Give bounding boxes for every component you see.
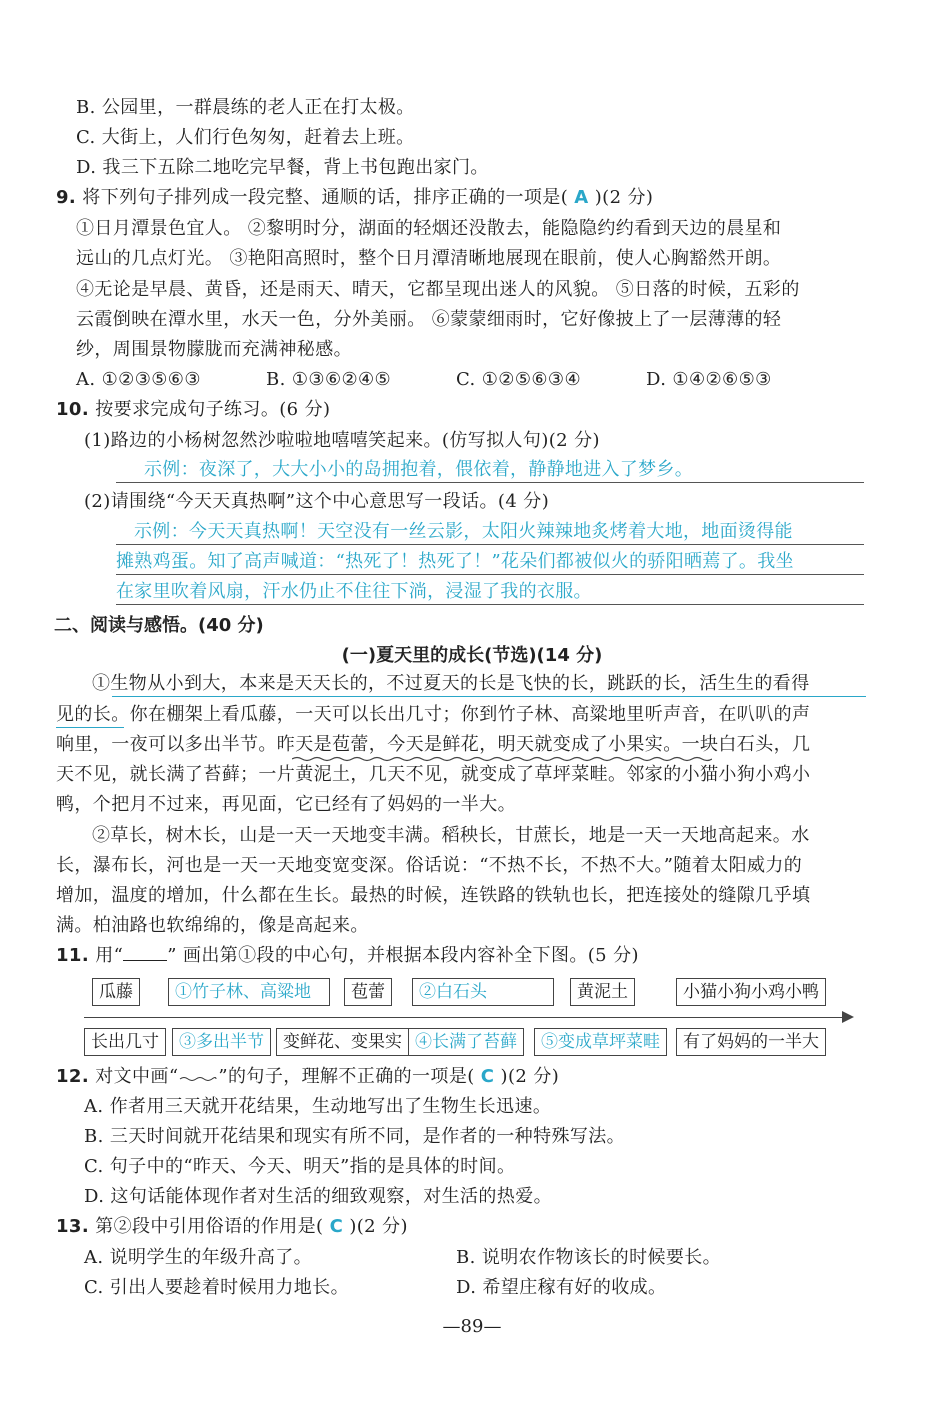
passage-para1-line: 见的长。你在棚架上看瓜藤，一天可以长出几寸；你到竹子林、高粱地里听声音，在叭叭的声 — [56, 704, 811, 725]
q10-prompt-1: (1)路边的小杨树忽然沙啦啦地嘻嘻笑起来。(仿写拟人句)(2 分) — [84, 430, 600, 451]
passage-para1-line: ①生物从小到大，本来是天天长的，不过夏天的长是飞快的长，跳跃的长，活生生的看得 — [92, 673, 810, 694]
q9-stem — [56, 185, 653, 211]
answer-line — [116, 574, 864, 575]
wavy-underline — [292, 756, 712, 762]
q13-option-b: B. 说明农作物该长的时候要长。 — [456, 1247, 722, 1268]
q9-sentence-line: 远山的几点灯光。 ③艳阳高照时，整个日月潭清晰地展现在眼前，使人心胸豁然开朗。 — [76, 248, 782, 269]
q9-sentence-line: ①日月潭景色宜人。 ②黎明时分，湖面的轻烟还没散去，能隐隐约约看到天边的晨星和 — [76, 218, 782, 239]
q10-answer-1: 示例：夜深了，大大小小的岛拥抱着，偎依着，静静地进入了梦乡。 — [144, 459, 693, 480]
diagram-bottom-box-answer: ④长满了苔藓 — [408, 1028, 524, 1056]
q13-stem-text: 第②段中引用俗语的作用是( — [95, 1216, 324, 1237]
passage-title: (一)夏天里的成长(节选)(14 分) — [341, 645, 603, 666]
passage-para2-line: ②草长，树木长，山是一天一天地变丰满。稻秧长，甘蔗长，地是一天一天地高起来。水 — [92, 825, 810, 846]
underline-blank — [123, 944, 167, 961]
q11-stem-text-rest: ” 画出第①段的中心句，并根据本段内容补全下图。(5 分) — [167, 945, 639, 966]
passage-para2-line: 增加，温度的增加，什么都在生长。最热的时候，连铁路的铁轨也长，把连接处的缝隙几乎填 — [56, 885, 811, 906]
q12-option-c: C. 句子中的“昨天、今天、明天”指的是具体的时间。 — [84, 1156, 516, 1177]
q11-stem — [56, 943, 639, 969]
q8-option-b: B. 公园里，一群晨练的老人正在打太极。 — [76, 97, 415, 118]
q10-number: 10. — [56, 399, 90, 420]
q12-number: 12. — [56, 1066, 90, 1087]
central-sentence-underline — [56, 727, 124, 728]
diagram-top-box: 瓜藤 — [92, 978, 140, 1006]
q13-number: 13. — [56, 1216, 90, 1237]
q12-option-d: D. 这句话能体现作者对生活的细致观察，对生活的热爱。 — [84, 1186, 553, 1207]
answer-line — [116, 482, 864, 483]
section-title: 二、阅读与感悟。(40 分) — [54, 615, 264, 636]
q8-option-d: D. 我三下五除二地吃完早餐，背上书包跑出家门。 — [76, 157, 489, 178]
q10-prompt-2: (2)请围绕“今天天真热啊”这个中心意思写一段话。(4 分) — [84, 491, 550, 512]
diagram-arrow-line — [84, 1017, 844, 1018]
passage-para1-line: 响里，一夜可以多出半节。昨天是苞蕾，今天是鲜花，明天就变成了小果实。一块白石头，几 — [56, 734, 811, 755]
q10-stem-text: 按要求完成句子练习。(6 分) — [95, 399, 331, 420]
q13-stem — [56, 1214, 408, 1240]
passage-para1-line: 天不见，就长满了苔藓；一片黄泥土，几天不见，就变成了草坪菜畦。邻家的小猫小狗小鸡小 — [56, 764, 811, 785]
q8-option-c: C. 大街上，人们行色匆匆，赶着去上班。 — [76, 127, 415, 148]
answer-line — [116, 544, 864, 545]
diagram-bottom-box: 长出几寸 — [84, 1028, 166, 1056]
diagram-bottom-box: 有了妈妈的一半大 — [676, 1028, 826, 1056]
q13-answer: C — [329, 1216, 344, 1237]
q11-number: 11. — [56, 945, 90, 966]
q9-option-c: C. ①②⑤⑥③④ — [456, 369, 581, 390]
q9-stem-points: )(2 分) — [594, 187, 654, 208]
q13-option-c: C. 引出人要趁着时候用力地长。 — [84, 1277, 349, 1298]
q10-stem — [56, 397, 330, 423]
q9-sentence-line: 云霞倒映在潭水里，水天一色，分外美丽。 ⑥蒙蒙细雨时，它好像披上了一层薄薄的轻 — [76, 309, 782, 330]
diagram-top-box-answer: ①竹子林、高粱地 — [168, 978, 330, 1006]
wavy-blank — [178, 1066, 218, 1082]
q12-answer: C — [480, 1066, 495, 1087]
q12-stem-text-2: ”的句子，理解不正确的一项是( — [218, 1066, 475, 1087]
q9-sentence-line: ④无论是早晨、黄昏，还是雨天、晴天，它都呈现出迷人的风貌。 ⑤日落的时候，五彩的 — [76, 279, 800, 300]
diagram-bottom-box-answer: ⑤变成草坪菜畦 — [534, 1028, 667, 1056]
page-number: —89— — [442, 1316, 502, 1337]
q9-option-a: A. ①②③⑤⑥③ — [76, 369, 201, 390]
diagram-top-box: 苞蕾 — [344, 978, 392, 1006]
passage-para2-line: 满。柏油路也软绵绵的，像是高起来。 — [56, 915, 369, 936]
q12-option-b: B. 三天时间就开花结果和现实有所不同，是作者的一种特殊写法。 — [84, 1126, 626, 1147]
answer-line — [116, 604, 864, 605]
q12-stem-text: 对文中画“ — [95, 1066, 179, 1087]
q12-stem-points: )(2 分) — [500, 1066, 560, 1087]
q10-answer-2-line: 在家里吹着风扇，汗水仍止不住往下淌，浸湿了我的衣服。 — [116, 581, 592, 602]
q9-stem-text: 将下列句子排列成一段完整、通顺的话，排序正确的一项是( — [82, 187, 569, 208]
arrow-right-icon — [842, 1011, 854, 1023]
q9-answer: A — [574, 187, 589, 208]
diagram-bottom-box-answer: ③多出半节 — [172, 1028, 271, 1056]
q9-sentence-line: 纱，周围景物朦胧而充满神秘感。 — [76, 339, 352, 360]
q10-answer-2-line: 摊熟鸡蛋。知了高声喊道：“热死了！热死了！”花朵们都被似火的骄阳晒蔫了。我坐 — [116, 551, 794, 572]
q9-number: 9. — [56, 187, 77, 208]
passage-para2-line: 长，瀑布长，河也是一天一天地变宽变深。俗话说：“不热不长，不热不大。”随着太阳威力的 — [56, 855, 803, 876]
q13-option-a: A. 说明学生的年级升高了。 — [84, 1247, 313, 1268]
diagram-top-box-answer: ②白石头 — [412, 978, 554, 1006]
q12-option-a: A. 作者用三天就开花结果，生动地写出了生物生长迅速。 — [84, 1096, 552, 1117]
q9-option-b: B. ①③⑥②④⑤ — [266, 369, 392, 390]
q12-stem — [56, 1064, 559, 1090]
q13-option-d: D. 希望庄稼有好的收成。 — [456, 1277, 667, 1298]
q13-stem-points: )(2 分) — [349, 1216, 408, 1237]
diagram-top-box: 黄泥土 — [570, 978, 635, 1006]
diagram-top-box: 小猫小狗小鸡小鸭 — [676, 978, 826, 1006]
q9-option-d: D. ①④②⑥⑤③ — [646, 369, 772, 390]
passage-para1-line: 鸭，个把月不过来，再见面，它已经有了妈妈的一半大。 — [56, 794, 516, 815]
central-sentence-underline — [112, 696, 866, 697]
diagram-bottom-box: 变鲜花、变果实 — [276, 1028, 409, 1056]
q11-stem-text: 用“ — [95, 945, 124, 966]
q10-answer-2-line: 示例：今天天真热啊！天空没有一丝云影，太阳火辣辣地炙烤着大地，地面烫得能 — [134, 521, 793, 542]
